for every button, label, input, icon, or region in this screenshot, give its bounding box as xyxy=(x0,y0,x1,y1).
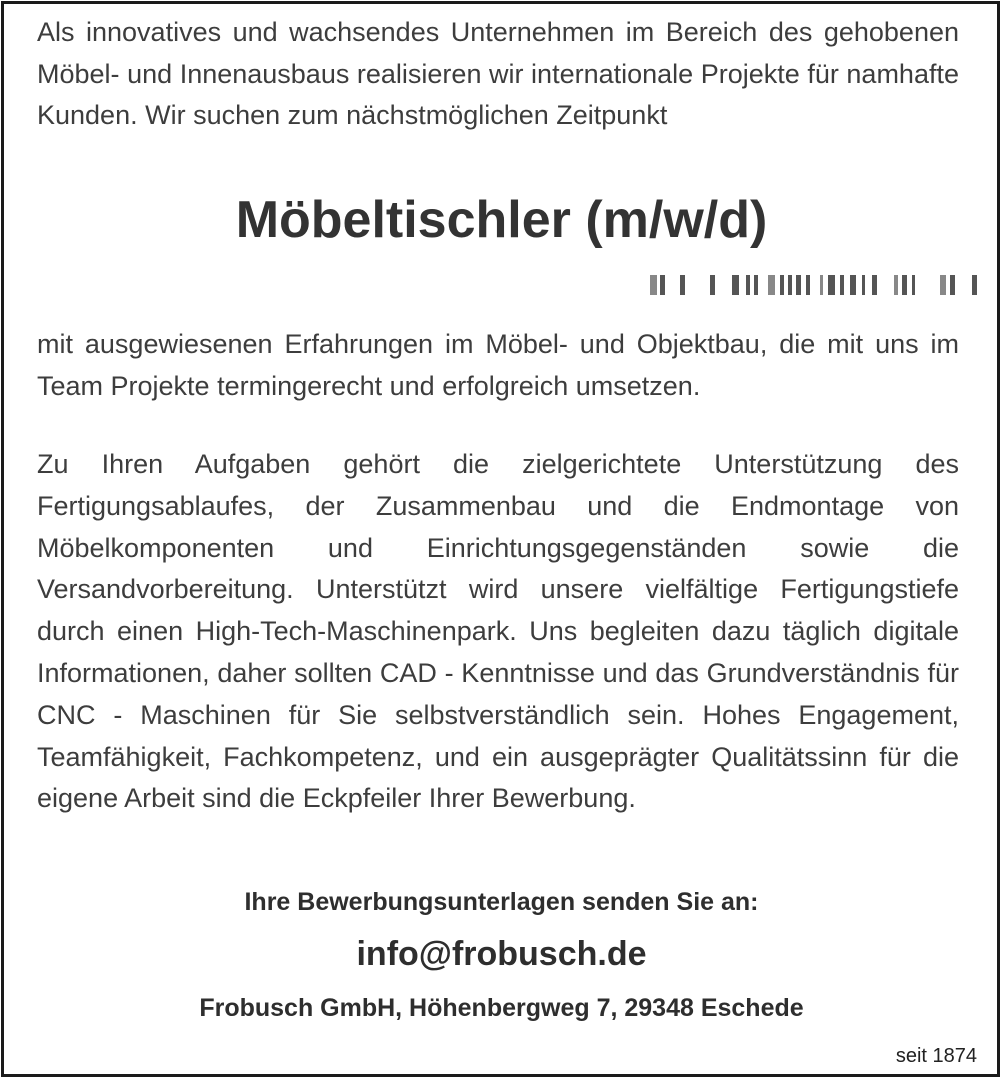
founded-since: seit 1874 xyxy=(895,1045,977,1067)
tasks-paragraph: Zu Ihren Aufgaben gehört die zielgerichtete Unterstützung des Fertigungsablaufes, der Zusammenbau und die Endmontage von Möbelkomponenten und Einrichtungsgegenständen sowie die Versandvorbereitung. Unterstützt wird unsere vielfältige Fertigungstiefe durch einen High-Tech-Maschinenpark. Uns begleiten dazu täglich digitale Informationen, daher sollten CAD - Kenntnisse und das Grundverständnis für CNC - Maschinen für Sie selbstverständlich sein. Hohes Engagement, Teamfähigkeit, Fachkompetenz, und ein ausgeprägter Qualitätssinn für die eigene Arbeit sind die Eckpfeiler Ihrer Bewerbung. xyxy=(37,449,959,814)
barcode-divider xyxy=(650,273,980,297)
apply-heading: Ihre Bewerbungsunterlagen senden Sie an: xyxy=(244,888,759,916)
requirements-paragraph: mit ausgewiesenen Erfahrungen im Möbel- und Objektbau, die mit uns im Team Projekte termingerecht und erfolgreich umsetzen. xyxy=(37,329,959,401)
intro-paragraph: Als innovatives und wachsendes Unternehmen im Bereich des gehobenen Möbel- und Innenausbaus realisieren wir internationale Projekte für namhafte Kunden. Wir suchen zum nächstmöglichen Zeitpunkt xyxy=(37,17,959,131)
company-address: Frobusch GmbH, Höhenbergweg 7, 29348 Eschede xyxy=(199,994,804,1022)
contact-email: info@frobusch.de xyxy=(356,935,647,973)
job-title: Möbeltischler (m/w/d) xyxy=(235,191,768,249)
